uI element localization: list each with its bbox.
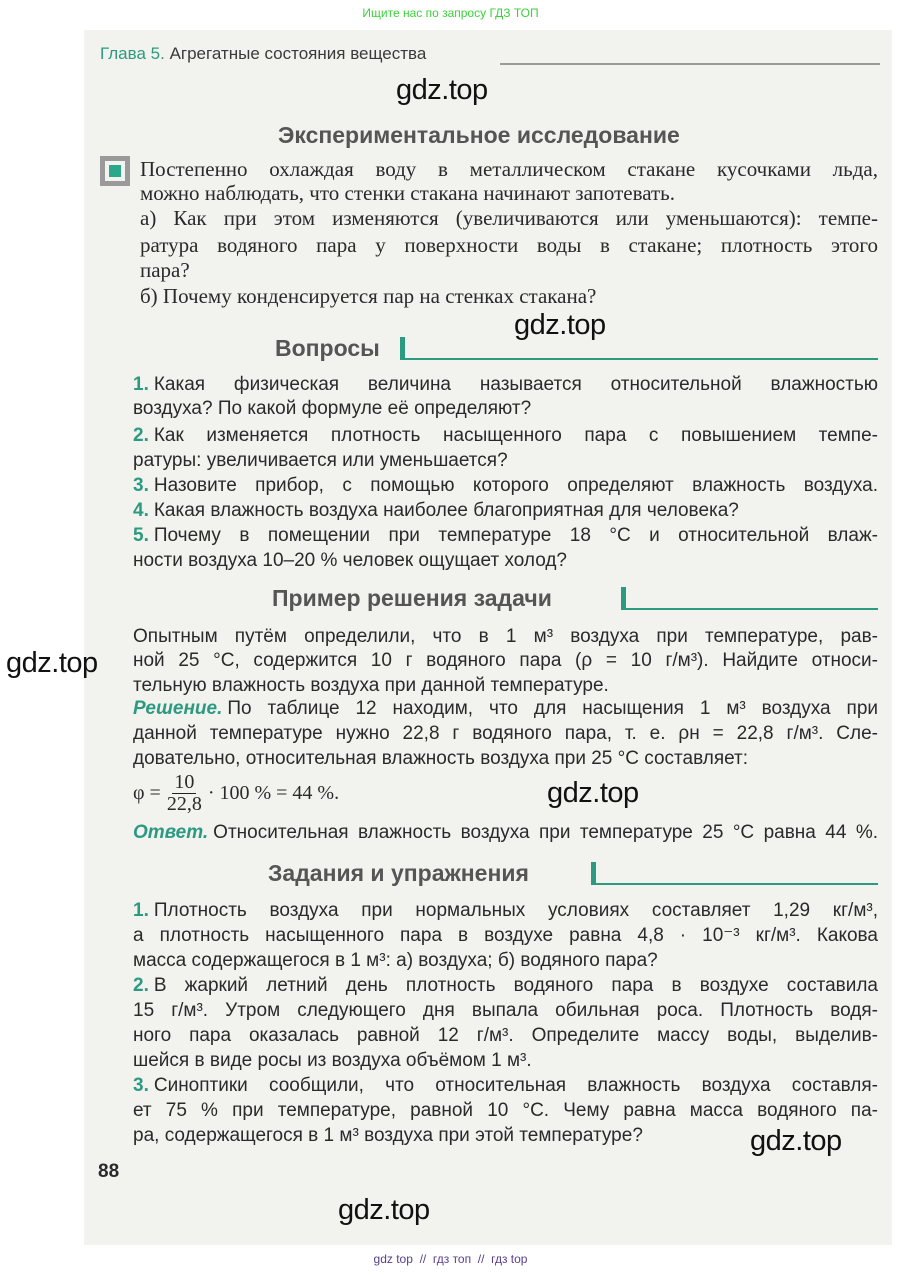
item-number: 3. — [133, 475, 149, 496]
page-number: 88 — [98, 1161, 120, 1182]
line-text: Плотность воздуха при нормальных условиях составляет 1,29 кг/м³, — [153, 900, 878, 921]
text-line — [133, 498, 878, 523]
line-text: 15 г/м³. Утром следующего дня выпала обильная роса. Плотность водя- — [133, 1000, 878, 1021]
watermark: gdz.top — [514, 309, 606, 341]
heading-accent-bar — [621, 587, 626, 609]
formula-fraction — [167, 772, 202, 815]
text-line — [133, 548, 878, 573]
answer-label: Ответ. — [133, 822, 209, 843]
item-number: 5. — [133, 525, 149, 546]
item-number: 2. — [133, 425, 149, 446]
text-line — [140, 258, 878, 283]
item-number: 3. — [133, 1075, 149, 1096]
answer-text: Относительная влажность воздуха при температуре 25 °С равна 44 %. — [213, 822, 878, 843]
line-text: довательно, относительная влажность воздуха при 25 °С составляет: — [133, 748, 749, 769]
numerator: 10 — [174, 771, 195, 793]
line-text: ет 75 % при температуре, равной 10 °С. Чему равна масса водяного па- — [133, 1100, 878, 1121]
text-line — [133, 1048, 878, 1073]
formula — [133, 772, 339, 815]
line-text: Какая влажность воздуха наиболее благоприятная для человека? — [153, 500, 739, 521]
heading-rule — [591, 883, 878, 885]
line-text: данной температуре нужно 22,8 г водяного пара, т. е. ρн = 22,8 г/м³. Сле- — [133, 723, 878, 744]
watermark: gdz.top — [338, 1194, 430, 1226]
text-line — [133, 746, 878, 771]
line-text: Синоптики сообщили, что относительная влажность воздуха составля- — [153, 1075, 878, 1096]
chapter-number: Глава 5. — [100, 44, 165, 63]
watermark: gdz.top — [547, 777, 639, 809]
line-text: ности воздуха 10–20 % человек ощущает холод? — [133, 550, 567, 571]
text-line — [133, 673, 878, 698]
text-line — [133, 372, 878, 397]
text-line — [133, 923, 878, 948]
top-banner[interactable]: Ищите нас по запросу ГДЗ ТОП — [362, 6, 539, 20]
text-line — [133, 648, 878, 673]
text-line — [140, 233, 878, 258]
text-line — [133, 523, 878, 548]
text-line — [140, 284, 878, 309]
header-rule — [500, 63, 880, 65]
line-text: ратура водяного пара у поверхности воды в стакане; плотность этого — [140, 233, 878, 257]
line-text: пара? — [140, 258, 190, 282]
answer-line — [133, 820, 878, 845]
watermark: gdz.top — [750, 1125, 842, 1157]
watermark: gdz.top — [396, 74, 488, 106]
line-text: воздуха? По какой формуле её определяют? — [133, 398, 532, 419]
text-line — [140, 206, 878, 231]
line-text: Опытным путём определили, что в 1 м³ воздуха при температуре, рав- — [133, 626, 878, 647]
formula-rhs: · 100 % = 44 %. — [207, 782, 340, 804]
formula-lhs: φ = — [133, 782, 161, 804]
line-text: масса содержащегося в 1 м³: а) воздуха; б) водяного пара? — [133, 950, 658, 971]
line-text: В жаркий летний день плотность водяного пара в воздухе составила — [153, 975, 878, 996]
line-text: ного пара оказалась равной 12 г/м³. Определите массу воды, выделив- — [133, 1025, 878, 1046]
line-text: Какая физическая величина называется относительной влажностью — [153, 374, 878, 395]
heading-accent-bar — [400, 337, 405, 359]
text-line — [133, 998, 878, 1023]
item-number: 2. — [133, 975, 149, 996]
text-line — [133, 1073, 878, 1098]
text-line — [133, 721, 878, 746]
solution-label: Решение. — [133, 698, 223, 719]
text-line — [133, 624, 878, 649]
chapter-header — [100, 44, 426, 64]
text-line — [133, 696, 878, 721]
text-line — [133, 396, 878, 421]
line-text: б) Почему конденсируется пар на стенках стакана? — [140, 284, 597, 308]
heading-rule — [621, 608, 878, 610]
line-text: а) Как при этом изменяются (увеличиваются или уменьшаются): темпе- — [140, 206, 878, 230]
text-line — [140, 157, 878, 182]
line-text: ратуры: увеличивается или уменьшается? — [133, 450, 508, 471]
item-number: 4. — [133, 500, 149, 521]
line-text: можно наблюдать, что стенки стакана начинают запотевать. — [140, 181, 675, 205]
denominator: 22,8 — [166, 793, 202, 815]
line-text: ной 25 °С, содержится 10 г водяного пара (ρ = 10 г/м³). Найдите относи- — [133, 650, 878, 671]
item-number: 1. — [133, 374, 149, 395]
line-text: ра, содержащегося в 1 м³ воздуха при этой температуре? — [133, 1125, 643, 1146]
line-text: а плотность насыщенного пара в воздухе равна 4,8 · 10⁻³ кг/м³. Какова — [133, 925, 878, 946]
line-text: тельную влажность воздуха при данной температуре. — [133, 675, 609, 696]
heading-accent-bar — [591, 862, 596, 884]
questions-heading: Вопросы — [275, 335, 380, 361]
line-text: Как изменяется плотность насыщенного пара с повышением темпе- — [153, 425, 878, 446]
experiment-square-icon — [100, 156, 130, 186]
line-text: Почему в помещении при температуре 18 °С и относительной влаж- — [153, 525, 878, 546]
text-line — [133, 1098, 878, 1123]
heading-rule — [400, 358, 878, 360]
text-line — [133, 898, 878, 923]
chapter-title: Агрегатные состояния вещества — [169, 44, 427, 63]
example-heading: Пример решения задачи — [272, 585, 552, 611]
footer-links[interactable]: gdz top // гдз топ // гдз top — [373, 1252, 528, 1266]
line-text: По таблице 12 находим, что для насыщения 1 м³ воздуха при — [227, 698, 878, 719]
text-line — [133, 448, 878, 473]
text-line — [133, 1023, 878, 1048]
text-line — [133, 423, 878, 448]
line-text: шейся в виде росы из воздуха объёмом 1 м³. — [133, 1050, 532, 1071]
text-line — [133, 948, 878, 973]
text-line — [133, 473, 878, 498]
item-number: 1. — [133, 900, 149, 921]
text-line — [133, 973, 878, 998]
line-text: Назовите прибор, с помощью которого определяют влажность воздуха. — [153, 475, 878, 496]
tasks-heading: Задания и упражнения — [268, 860, 529, 886]
line-text: Постепенно охлаждая воду в металлическом стакане кусочками льда, — [140, 157, 878, 181]
text-line — [140, 181, 878, 206]
experiment-heading: Экспериментальное исследование — [278, 122, 680, 148]
watermark: gdz.top — [6, 647, 98, 679]
